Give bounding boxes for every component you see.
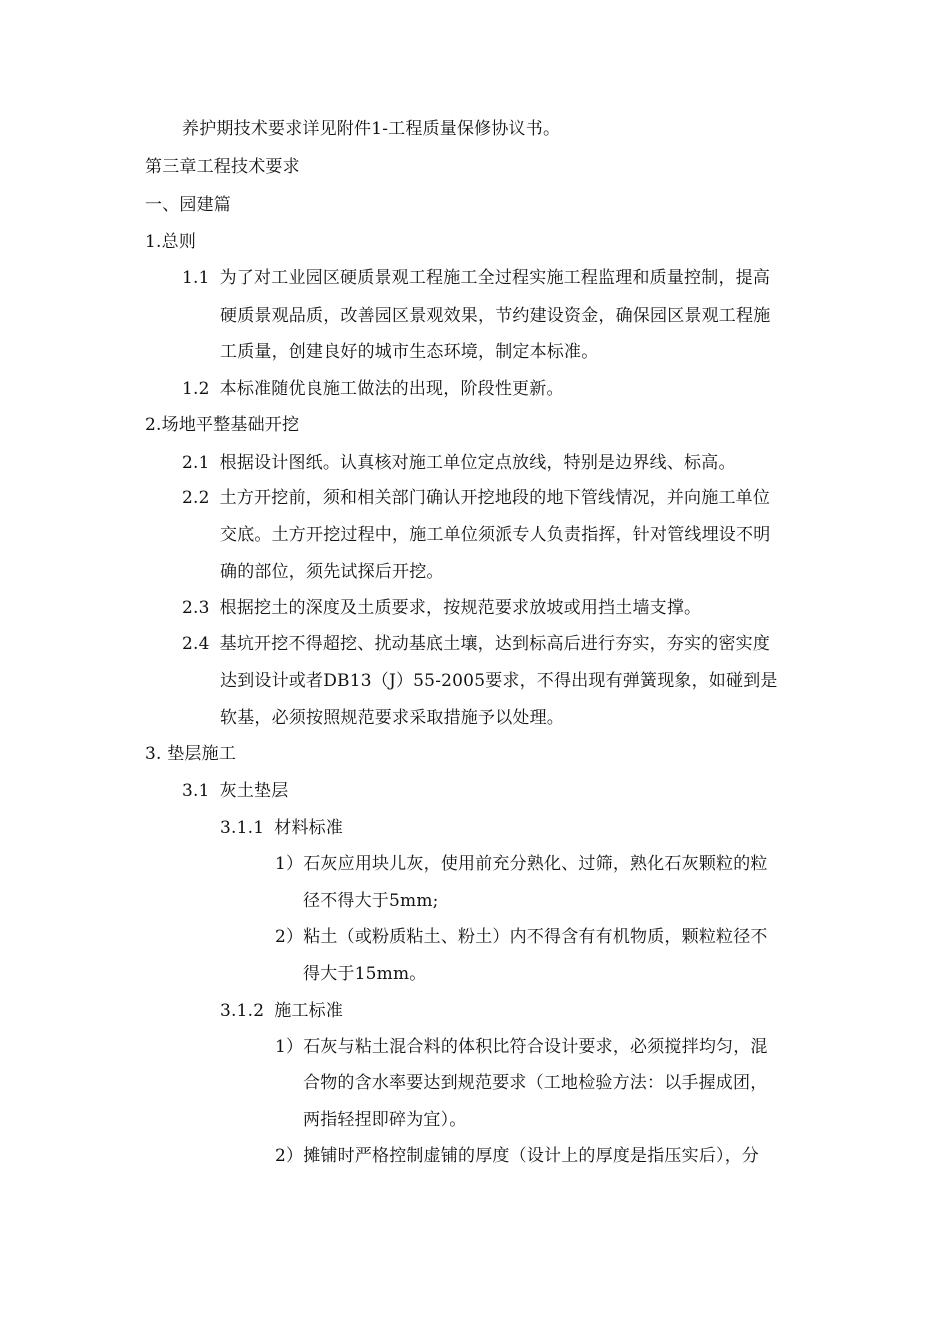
- paragraph-line: 本标准随优良施工做法的出现，阶段性更新。: [219, 379, 564, 399]
- section-2-heading: 2.场地平整基础开挖: [145, 415, 300, 435]
- item-number: 2.4: [182, 634, 210, 654]
- item-label: 施工标准: [274, 1001, 344, 1021]
- paragraph-line: 径不得大于5mm;: [303, 891, 439, 911]
- paragraph-line: 软基，必须按照规范要求采取措施予以处理。: [220, 708, 564, 728]
- paragraph-line: 达到设计或者DB13（J）55-2005要求，不得出现有弹簧现象，如碰到是: [220, 671, 778, 691]
- item-2-4: [182, 632, 770, 656]
- paragraph-line: 工质量，创建良好的城市生态环境，制定本标准。: [220, 342, 599, 362]
- point-3-1-2-1: [275, 1035, 768, 1059]
- item-label: 材料标准: [274, 818, 344, 838]
- paragraph-line: 得大于15mm。: [303, 964, 427, 984]
- item-2-3: [182, 596, 701, 620]
- intro-line: 养护期技术要求详见附件1-工程质量保修协议书。: [182, 119, 561, 139]
- section-3-heading: 3. 垫层施工: [145, 744, 237, 764]
- item-3-1-2: [220, 999, 343, 1023]
- part-title: 一、园建篇: [145, 195, 231, 215]
- point-number: 1）: [275, 1037, 304, 1057]
- item-1-1: [182, 266, 770, 290]
- paragraph-line: 合物的含水率要达到规范要求（工地检验方法：以手握成团，: [303, 1073, 768, 1093]
- paragraph-line: 硬质景观品质，改善园区景观效果，节约建设资金，确保园区景观工程施: [220, 306, 771, 326]
- item-number: 2.3: [182, 598, 210, 618]
- point-number: 1）: [275, 854, 304, 874]
- item-number: 3.1: [182, 781, 210, 801]
- point-3-1-1-2: [275, 925, 768, 949]
- point-number: 2）: [275, 927, 304, 947]
- paragraph-line: 两指轻捏即碎为宜）。: [303, 1110, 467, 1130]
- item-2-2: [182, 486, 770, 510]
- paragraph-line: 确的部位，须先试探后开挖。: [220, 562, 444, 582]
- paragraph-line: 为了对工业园区硬质景观工程施工全过程实施工程监理和质量控制，提高: [219, 268, 771, 288]
- paragraph-line: 交底。土方开挖过程中，施工单位须派专人负责指挥，针对管线埋设不明: [220, 525, 771, 545]
- paragraph-line: 根据设计图纸。认真核对施工单位定点放线，特别是边界线、标高。: [219, 453, 736, 473]
- item-3-1: [182, 779, 288, 803]
- item-3-1-1: [220, 816, 343, 840]
- item-number: 3.1.1: [220, 818, 265, 838]
- item-1-2: [182, 377, 564, 401]
- paragraph-line: 基坑开挖不得超挖、扰动基底土壤，达到标高后进行夯实，夯实的密实度: [219, 634, 771, 654]
- section-1-heading: 1.总则: [145, 232, 197, 252]
- chapter-title: 第三章工程技术要求: [145, 157, 300, 177]
- item-number: 3.1.2: [220, 1001, 265, 1021]
- item-label: 灰土垫层: [219, 781, 289, 801]
- item-number: 2.1: [182, 453, 210, 473]
- point-number: 2）: [275, 1146, 304, 1166]
- paragraph-line: 石灰与粘土混合料的体积比符合设计要求，必须搅拌均匀，混: [303, 1037, 768, 1057]
- paragraph-line: 土方开挖前，须和相关部门确认开挖地段的地下管线情况，并向施工单位: [219, 488, 771, 508]
- item-2-1: [182, 451, 736, 475]
- paragraph-line: 粘土（或粉质粘土、粉土）内不得含有有机物质，颗粒粒径不: [303, 927, 768, 947]
- point-3-1-2-2: [275, 1144, 759, 1168]
- paragraph-line: 石灰应用块儿灰，使用前充分熟化、过筛，熟化石灰颗粒的粒: [303, 854, 768, 874]
- point-3-1-1-1: [275, 852, 768, 876]
- paragraph-line: 摊铺时严格控制虚铺的厚度（设计上的厚度是指压实后），分: [303, 1146, 760, 1166]
- item-number: 1.1: [182, 268, 210, 288]
- item-number: 1.2: [182, 379, 210, 399]
- item-number: 2.2: [182, 488, 210, 508]
- paragraph-line: 根据挖土的深度及土质要求，按规范要求放坡或用挡土墙支撑。: [219, 598, 702, 618]
